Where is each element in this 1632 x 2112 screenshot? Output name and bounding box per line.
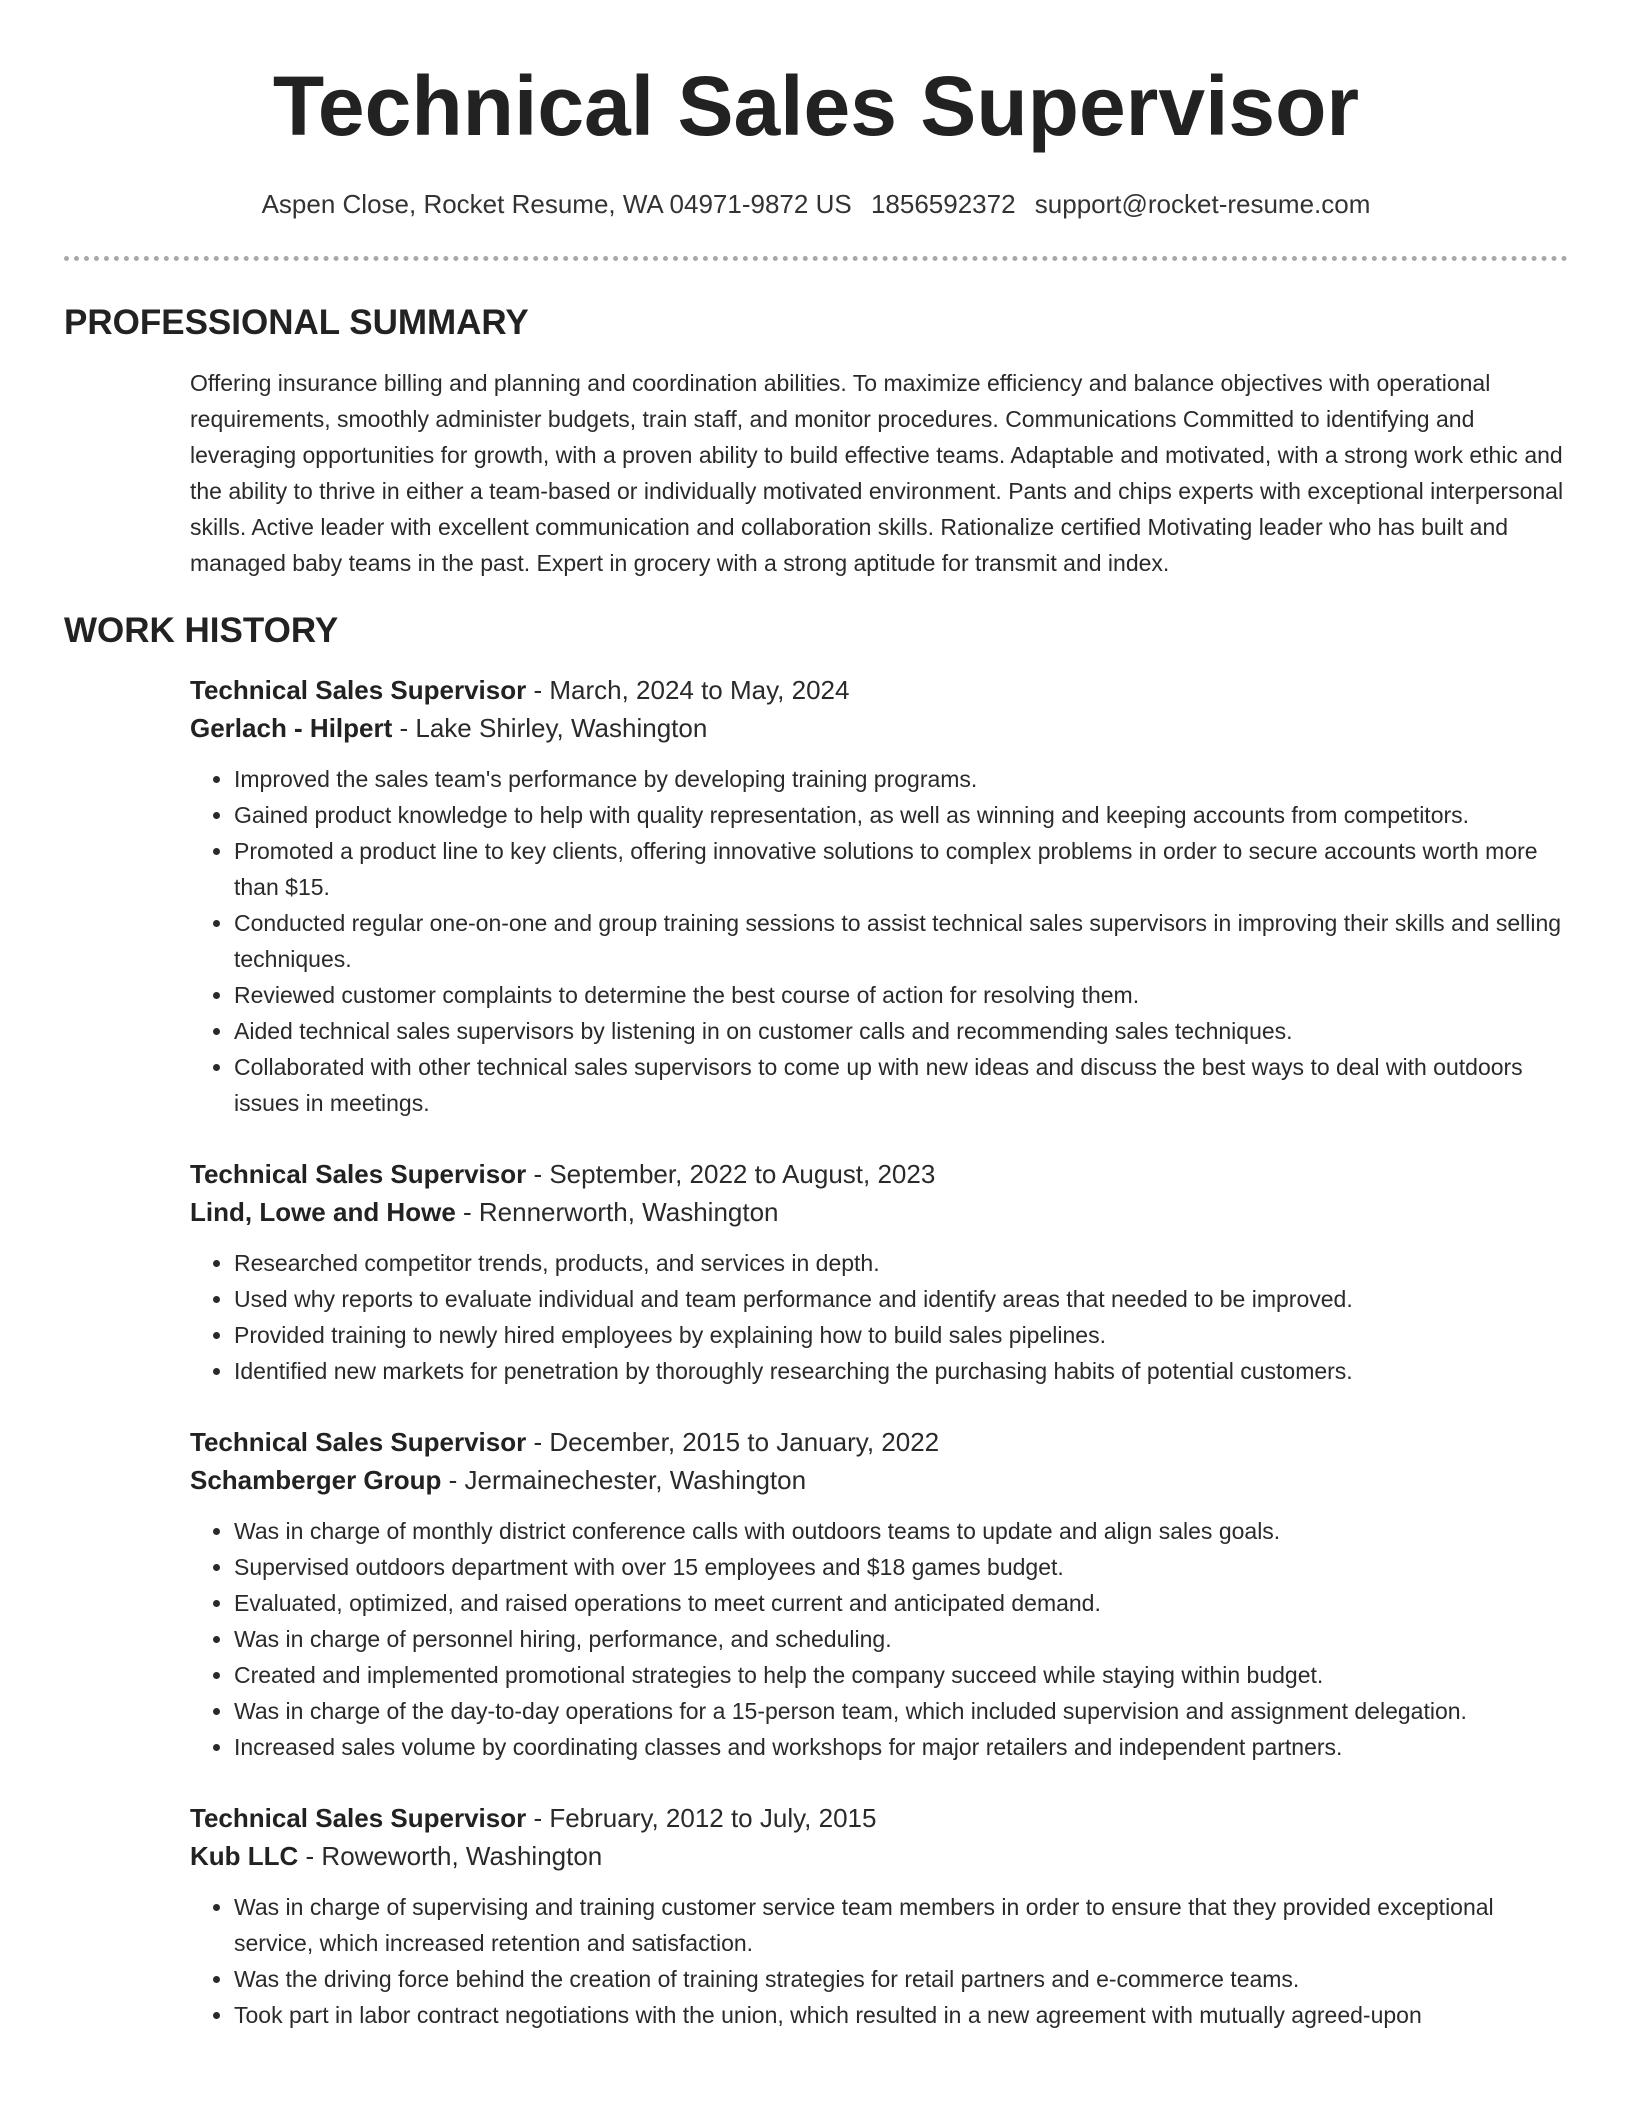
job-bullet: • Aided technical sales supervisors by listening in on customer calls and recommending sales techniques. (234, 1013, 1568, 1049)
job-title-line (190, 1155, 1568, 1193)
job-title-line (190, 671, 1568, 709)
job-company: Lind, Lowe and Howe (190, 1197, 456, 1227)
job-company: Gerlach - Hilpert (190, 713, 393, 743)
job-bullet: • Took part in labor contract negotiations with the union, which resulted in a new agreement with mutually agreed-upon (234, 1997, 1568, 2033)
job-company: Kub LLC (190, 1841, 299, 1871)
job-dates: - December, 2015 to January, 2022 (526, 1427, 940, 1457)
job-company-line (190, 709, 1568, 747)
job-role: Technical Sales Supervisor (190, 1427, 527, 1457)
resume-name: Technical Sales Supervisor (272, 59, 1360, 153)
job-entry (190, 671, 1568, 1121)
job-location: - Roweworth, Washington (298, 1841, 603, 1871)
job-bullet: • Provided training to newly hired employees by explaining how to build sales pipelines. (234, 1317, 1568, 1353)
job-bullets (190, 1245, 1568, 1389)
header-divider (64, 256, 1568, 261)
contact-phone: 1856592372 (870, 189, 1016, 219)
job-bullet: • Conducted regular one-on-one and group training sessions to assist technical sales supervisors in improving their skills and selling techniques. (234, 905, 1568, 977)
job-bullet: • Gained product knowledge to help with quality representation, as well as winning and keeping accounts from competitors. (234, 797, 1568, 833)
job-bullets (190, 1513, 1568, 1765)
job-entry (190, 1799, 1568, 2033)
job-bullet: • Identified new markets for penetration by thoroughly researching the purchasing habits of potential customers. (234, 1353, 1568, 1389)
job-bullet: • Increased sales volume by coordinating classes and workshops for major retailers and independent partners. (234, 1729, 1568, 1765)
job-bullet: • Evaluated, optimized, and raised operations to meet current and anticipated demand. (234, 1585, 1568, 1621)
job-bullet: • Used why reports to evaluate individual and team performance and identify areas that needed to be improved. (234, 1281, 1568, 1317)
job-role: Technical Sales Supervisor (190, 1159, 527, 1189)
work-history-list (190, 671, 1568, 2033)
job-bullet: • Created and implemented promotional strategies to help the company succeed while staying within budget. (234, 1657, 1568, 1693)
contact-email: support@rocket-resume.com (1034, 189, 1371, 219)
job-dates: - February, 2012 to July, 2015 (526, 1803, 877, 1833)
contact-line (64, 188, 1568, 220)
job-bullet: • Was in charge of the day-to-day operations for a 15-person team, which included supervision and assignment delegation. (234, 1693, 1568, 1729)
contact-address: Aspen Close, Rocket Resume, WA 04971-9872 US (261, 189, 852, 219)
job-location: - Jermainechester, Washington (441, 1465, 807, 1495)
job-company-line (190, 1837, 1568, 1875)
job-bullet: • Was in charge of monthly district conference calls with outdoors teams to update and align sales goals. (234, 1513, 1568, 1549)
job-bullet: • Reviewed customer complaints to determine the best course of action for resolving them. (234, 977, 1568, 1013)
job-entry (190, 1423, 1568, 1765)
job-role: Technical Sales Supervisor (190, 1803, 527, 1833)
job-bullet: • Was in charge of personnel hiring, performance, and scheduling. (234, 1621, 1568, 1657)
job-entry (190, 1155, 1568, 1389)
job-bullet: • Was the driving force behind the creation of training strategies for retail partners and e-commerce teams. (234, 1961, 1568, 1997)
summary-heading: PROFESSIONAL SUMMARY (64, 303, 529, 342)
job-bullet: • Was in charge of supervising and training customer service team members in order to ensure that they provided exceptional service, which increased retention and satisfaction. (234, 1889, 1568, 1961)
job-bullets (190, 1889, 1568, 2033)
job-company-line (190, 1461, 1568, 1499)
job-bullet: • Improved the sales team's performance by developing training programs. (234, 761, 1568, 797)
work-history-heading: WORK HISTORY (64, 611, 339, 650)
job-bullet: • Promoted a product line to key clients, offering innovative solutions to complex problems in order to secure accounts worth more than $15. (234, 833, 1568, 905)
summary-text: Offering insurance billing and planning and coordination abilities. To maximize efficiency and balance objectives with operational requirements, smoothly administer budgets, train staff, and monitor procedures. Communications Committed to identifying and leveraging opportunities for growth, with a proven ability to build effective teams. Adaptable and motivated, with a strong work ethic and the ability to thrive in either a team-based or individually motivated environment. Pants and chips experts with exceptional interpersonal skills. Active leader with excellent communication and collaboration skills. Rationalize certified Motivating leader who has built and managed baby teams in the past. Expert in grocery with a strong aptitude for transmit and index. (190, 370, 1564, 576)
job-bullets (190, 761, 1568, 1121)
job-title-line (190, 1423, 1568, 1461)
job-company-line (190, 1193, 1568, 1231)
job-role: Technical Sales Supervisor (190, 675, 527, 705)
job-title-line (190, 1799, 1568, 1837)
job-location: - Lake Shirley, Washington (392, 713, 708, 743)
job-bullet: • Researched competitor trends, products, and services in depth. (234, 1245, 1568, 1281)
job-bullet: • Supervised outdoors department with over 15 employees and $18 games budget. (234, 1549, 1568, 1585)
job-bullet: • Collaborated with other technical sales supervisors to come up with new ideas and discuss the best ways to deal with outdoors issues in meetings. (234, 1049, 1568, 1121)
job-company: Schamberger Group (190, 1465, 442, 1495)
job-location: - Rennerworth, Washington (455, 1197, 779, 1227)
job-dates: - March, 2024 to May, 2024 (526, 675, 850, 705)
job-dates: - September, 2022 to August, 2023 (526, 1159, 936, 1189)
